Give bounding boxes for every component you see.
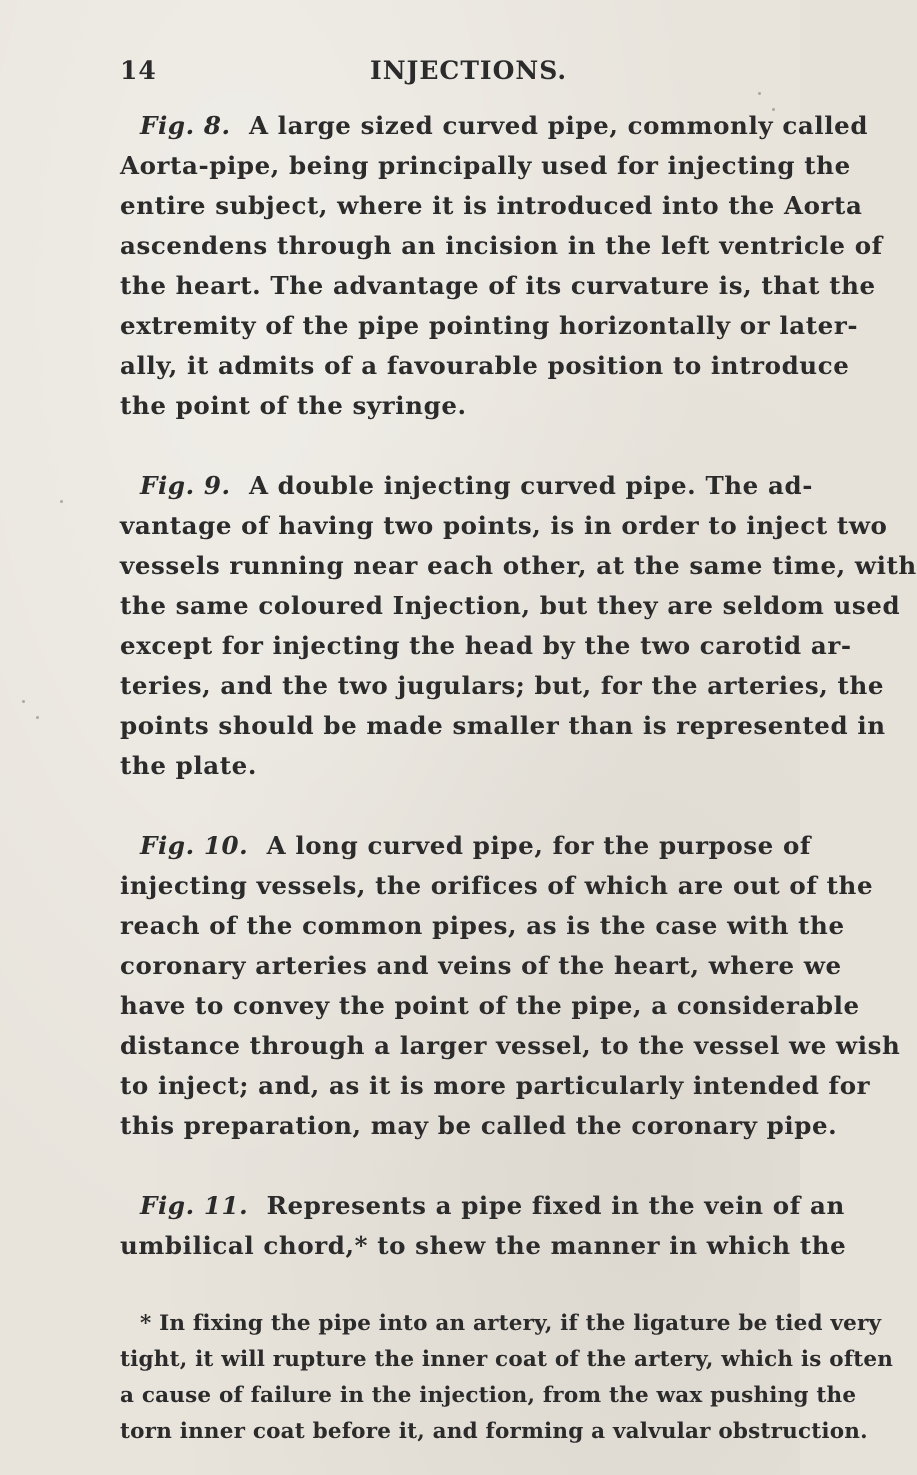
page-number: 14 (120, 56, 157, 85)
text-line: this preparation, may be called the coronary pipe. (120, 1111, 838, 1140)
footnote-line: torn inner coat before it, and forming a valvular obstruction. (120, 1419, 868, 1444)
footnote-line: tight, it will rupture the inner coat of the artery, which is often (120, 1347, 894, 1372)
paragraph-fig-10 (120, 826, 901, 1146)
text-line: Fig. 9. A double injecting curved pipe. The ad- (140, 471, 813, 500)
text-line: reach of the common pipes, as is the case with the (120, 911, 845, 940)
text-line: to inject; and, as it is more particularly intended for (120, 1071, 871, 1100)
text-line: injecting vessels, the orifices of which are out of the (120, 871, 874, 900)
running-head: INJECTIONS. (370, 56, 568, 85)
text-line: except for injecting the head by the two carotid ar- (120, 631, 852, 660)
text-line: vantage of having two points, is in order to inject two (120, 511, 888, 540)
text-line: points should be made smaller than is represented in (120, 711, 886, 740)
text-line: ascendens through an incision in the left ventricle of (120, 231, 883, 260)
text-line: entire subject, where it is introduced into the Aorta (120, 191, 863, 220)
text-line: Aorta-pipe, being principally used for injecting the (120, 151, 851, 180)
text-line: vessels running near each other, at the same time, with (120, 551, 917, 580)
figure-label: Fig. 11. (140, 1191, 249, 1220)
page-header (120, 56, 720, 96)
figure-label: Fig. 10. (140, 831, 249, 860)
text-line: the plate. (120, 751, 257, 780)
footnote-line: a cause of failure in the injection, from the wax pushing the (120, 1383, 857, 1408)
text-line: distance through a larger vessel, to the vessel we wish (120, 1031, 901, 1060)
paragraph-fig-9 (120, 466, 917, 786)
paragraph-fig-8 (120, 106, 883, 426)
footnote (120, 1306, 894, 1450)
paper-speck (772, 108, 775, 111)
text-line: the heart. The advantage of its curvature is, that the (120, 271, 876, 300)
text-line: Fig. 8. A large sized curved pipe, commonly called (140, 111, 869, 140)
paragraph-fig-11 (120, 1186, 847, 1266)
text-line: have to convey the point of the pipe, a considerable (120, 991, 860, 1020)
paper-speck (36, 716, 39, 719)
text-line: ally, it admits of a favourable position to introduce (120, 351, 850, 380)
footnote-line: * In fixing the pipe into an artery, if the ligature be tied very (140, 1311, 882, 1336)
figure-label: Fig. 9. (140, 471, 231, 500)
paper-speck (22, 700, 25, 703)
text-line: the point of the syringe. (120, 391, 467, 420)
text-line: the same coloured Injection, but they are seldom used (120, 591, 901, 620)
text-line: teries, and the two jugulars; but, for the arteries, the (120, 671, 885, 700)
text-line: coronary arteries and veins of the heart, where we (120, 951, 842, 980)
text-line: Fig. 11. Represents a pipe fixed in the vein of an (140, 1191, 845, 1220)
paper-speck (758, 92, 761, 95)
text-line: umbilical chord,* to shew the manner in which the (120, 1231, 847, 1260)
paper-speck (60, 500, 63, 503)
text-line: extremity of the pipe pointing horizontally or later- (120, 311, 859, 340)
body-text (120, 106, 917, 1450)
figure-label: Fig. 8. (140, 111, 231, 140)
text-line: Fig. 10. A long curved pipe, for the purpose of (140, 831, 812, 860)
